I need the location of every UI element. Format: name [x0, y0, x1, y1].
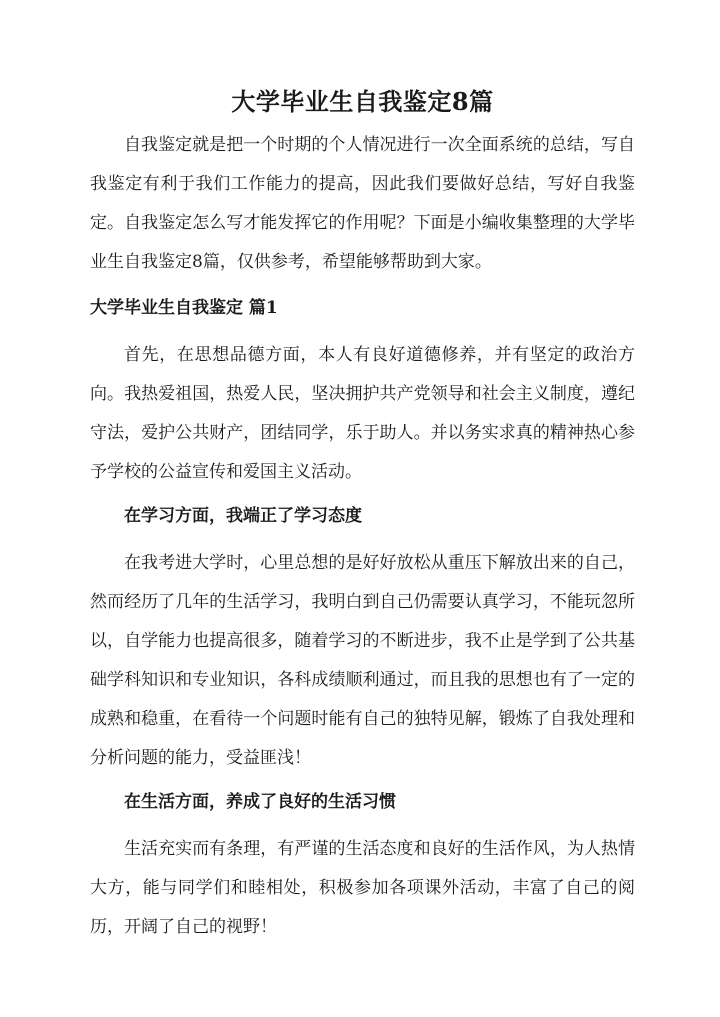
document-page: [90, 82, 635, 947]
intro-paragraph: 自我鉴定就是把一个时期的个人情况进行一次全面系统的总结，写自我鉴定有利于我们工作能力的提高，因此我们要做好总结，写好自我鉴定。自我鉴定怎么写才能发挥它的作用呢？下面是小编收集整理的大学毕业生自我鉴定8篇，仅供参考，希望能够帮助到大家。: [90, 135, 635, 272]
paragraph-study: 在我考进大学时，心里总想的是好好放松从重压下解放出来的自己，然而经历了几年的生活学习，我明白到自己仍需要认真学习，不能玩忽所以，自学能力也提高很多，随着学习的不断进步，我不止是学到了公共基础学科知识和专业知识，各科成绩顺利通过，而且我的思想也有了一定的成熟和稳重，在看待一个问题时能有自己的独特见解，锻炼了自我处理和分析问题的能力，受益匪浅！: [90, 553, 635, 768]
paragraph-ideology: 首先，在思想品德方面，本人有良好道德修养，并有坚定的政治方向。我热爱祖国，热爱人民，坚决拥护共产党领导和社会主义制度，遵纪守法，爱护公共财产，团结同学，乐于助人。并以务实求真的精神热心参予学校的公益宣传和爱国主义活动。: [90, 345, 635, 482]
paragraph-life: 生活充实而有条理，有严谨的生活态度和良好的生活作风，为人热情大方，能与同学们和睦相处，积极参加各项课外活动，丰富了自己的阅历，开阔了自己的视野！: [90, 839, 635, 937]
subheading-life: 在生活方面，养成了良好的生活习惯: [124, 792, 396, 812]
subheading-study: 在学习方面，我端正了学习态度: [124, 506, 362, 526]
document-title: 大学毕业生自我鉴定8篇: [231, 87, 494, 116]
section-heading-1: 大学毕业生自我鉴定 篇1: [90, 298, 278, 318]
